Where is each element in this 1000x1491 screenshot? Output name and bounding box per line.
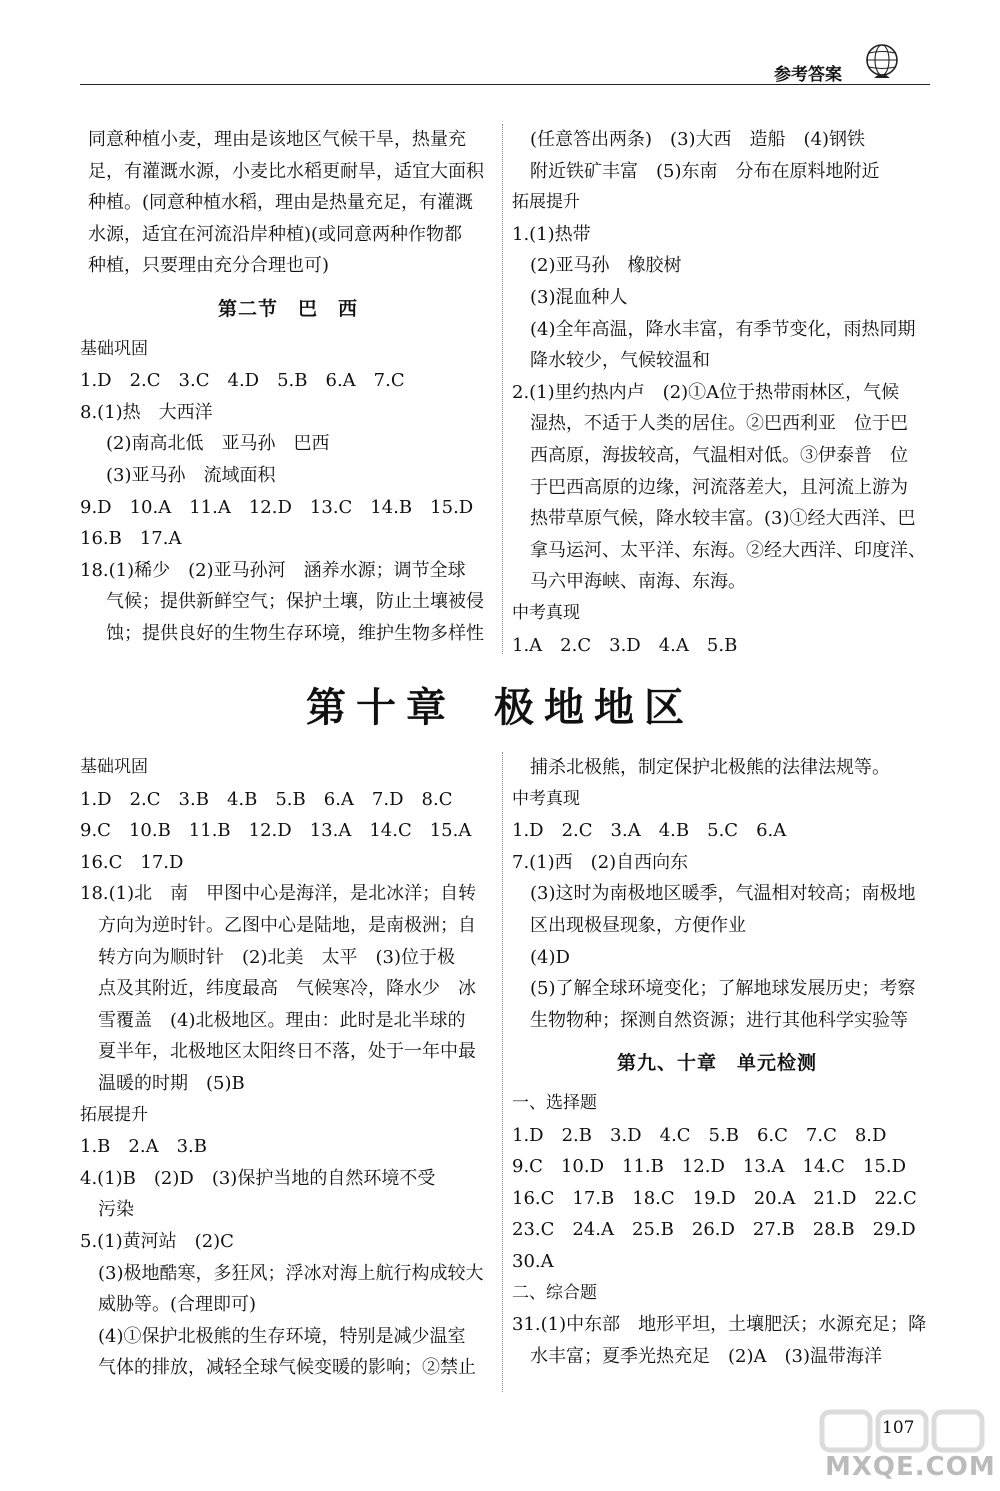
top-left-column [80,124,488,650]
answer-line: (4)全年高温，降水丰富，有季节变化，雨热同期 [530,318,916,340]
subheading: 基础巩固 [80,338,148,359]
answer-line: (5)了解全球环境变化；了解地球发展历史；考察 [530,978,916,1000]
answer-line: 区出现极昼现象，方便作业 [530,914,746,936]
bottom-left-column [80,752,490,1384]
answer-line: 于巴西高原的边缘，河流落差大，且河流上游为 [530,476,908,498]
answer-line: 污染 [98,1199,134,1221]
watermark-text: MXQE.COM [825,1452,996,1482]
answer-line: 1.A 2.C 3.D 4.A 5.B [512,634,738,656]
subheading: 中考真现 [512,602,580,623]
answer-line: 雪覆盖 (4)北极地区。理由：此时是北半球的 [98,1009,466,1031]
answer-line: 7.(1)西 (2)自西向东 [512,851,689,873]
answer-line: (3)混血种人 [530,286,628,308]
answer-line: 湿热，不适于人类的居住。②巴西利亚 位于巴 [530,413,908,435]
column-divider [502,124,503,654]
answer-line: 9.C 10.D 11.B 12.D 13.A 14.C 15.D [512,1156,906,1178]
chapter-number: 第十章 [306,684,456,731]
subheading: 一、选择题 [512,1092,597,1113]
answer-line: 1.D 2.C 3.A 4.B 5.C 6.A [512,820,787,842]
text-line: 足，有灌溉水源，小麦比水稻更耐旱，适宜大面积 [88,160,484,182]
answer-line: 30.A [512,1250,554,1272]
answer-line: 1.D 2.C 3.B 4.B 5.B 6.A 7.D 8.C [80,788,453,810]
subheading: 二、综合题 [512,1282,597,1303]
answer-line: 23.C 24.A 25.B 26.D 27.B 28.B 29.D [512,1219,916,1241]
subheading: 基础巩固 [80,757,148,777]
chapter-name: 极地地区 [494,684,694,731]
answer-line: (3)这时为南极地区暖季，气温相对较高；南极地 [530,883,916,905]
answer-line: 9.D 10.A 11.A 12.D 13.C 14.B 15.D [80,496,474,518]
answer-line: 转方向为顺时针 (2)北美 太平 (3)位于极 [98,946,455,968]
page-number: 107 [882,1418,915,1438]
answer-line: 18.(1)北 南 甲图中心是海洋，是北冰洋；自转 [80,883,477,905]
answer-line: 8.(1)热 大西洋 [80,401,213,423]
chapter-title [0,676,1000,733]
answer-line: 16.C 17.D [80,851,184,873]
column-divider [502,752,503,1392]
answer-line: 气体的排放，减轻全球气候变暖的影响；②禁止 [98,1357,476,1379]
answer-line: 1.B 2.A 3.B [80,1136,207,1158]
answer-line: 5.(1)黄河站 (2)C [80,1230,234,1252]
answer-line: 水丰富；夏季光热充足 (2)A (3)温带海洋 [530,1345,882,1367]
answer-line: 点及其附近，纬度最高 气候寒冷，降水少 冰 [98,978,476,1000]
answer-line: 热带草原气候，降水较丰富。(3)①经大西洋、巴 [530,508,916,530]
section-title: 第二节 巴 西 [217,297,358,320]
section-title: 第九、十章 单元检测 [616,1052,817,1075]
subheading: 拓展提升 [512,192,580,213]
answer-line: 气候；提供新鲜空气；保护土壤，防止土壤被侵 [106,591,484,613]
answer-line: (4)D [530,946,570,968]
answer-line: 16.C 17.B 18.C 19.D 20.A 21.D 22.C [512,1187,917,1209]
answer-line: 1.D 2.C 3.C 4.D 5.B 6.A 7.C [80,370,405,392]
answer-line: (3)亚马孙 流域面积 [106,464,276,486]
answer-line: 4.(1)B (2)D (3)保护当地的自然环境不受 [80,1167,436,1189]
text-line: 种植，只要理由充分合理也可) [88,255,330,277]
answer-line: 生物物种；探测自然资源；进行其他科学实验等 [530,1009,908,1031]
text-line: 种植。(同意种植水稻，理由是热量充足，有灌溉 [88,192,474,214]
globe-icon [860,42,906,82]
answer-line: 马六甲海峡、南海、东海。 [530,571,746,593]
answer-line: 18.(1)稀少 (2)亚马孙河 涵养水源；调节全球 [80,559,466,581]
header-label: 参考答案 [774,65,842,85]
answer-line: 降水较少，气候较温和 [530,350,710,372]
answer-line: 捕杀北极熊，制定保护北极熊的法律法规等。 [530,757,890,778]
text-line: 水源，适宜在河流沿岸种植)(或同意两种作物都 [88,223,463,245]
bottom-right-column [512,752,927,1372]
answer-line: (3)极地酷寒，多狂风；浮冰对海上航行构成较大 [98,1262,484,1284]
answer-line: 16.B 17.A [80,528,182,550]
answer-line: 1.D 2.B 3.D 4.C 5.B 6.C 7.C 8.D [512,1124,887,1146]
answer-line: 蚀；提供良好的生物生存环境，维护生物多样性 [106,622,484,644]
answer-line: 温暖的时期 (5)B [98,1072,245,1094]
answer-line: 威胁等。(合理即可) [98,1294,257,1316]
answer-line: (任意答出两条) (3)大西 造船 (4)钢铁 [530,129,866,150]
answer-line: 2.(1)里约热内卢 (2)①A位于热带雨林区，气候 [512,381,900,403]
top-right-column [512,124,926,661]
answer-line: (2)南高北低 亚马孙 巴西 [106,433,330,455]
answer-line: 1.(1)热带 [512,223,591,245]
answer-line: 夏半年，北极地区太阳终日不落，处于一年中最 [98,1041,476,1063]
answer-line: 方向为逆时针。乙图中心是陆地，是南极洲；自 [98,914,476,936]
answer-line: 31.(1)中东部 地形平坦，土壤肥沃；水源充足；降 [512,1314,927,1336]
page-header [80,58,930,85]
answer-line: 拿马运河、太平洋、东海。②经大西洋、印度洋、 [530,539,926,561]
text-line: 同意种植小麦，理由是该地区气候干旱，热量充 [88,129,466,150]
answer-line: 西高原，海拔较高，气温相对低。③伊泰普 位 [530,444,908,466]
subheading: 拓展提升 [80,1104,148,1125]
answer-line: 附近铁矿丰富 (5)东南 分布在原料地附近 [530,160,880,182]
answer-line: 9.C 10.B 11.B 12.D 13.A 14.C 15.A [80,820,472,842]
answer-line: (4)①保护北极熊的生存环境，特别是减少温室 [98,1325,466,1347]
subheading: 中考真现 [512,788,580,809]
answer-line: (2)亚马孙 橡胶树 [530,255,682,277]
